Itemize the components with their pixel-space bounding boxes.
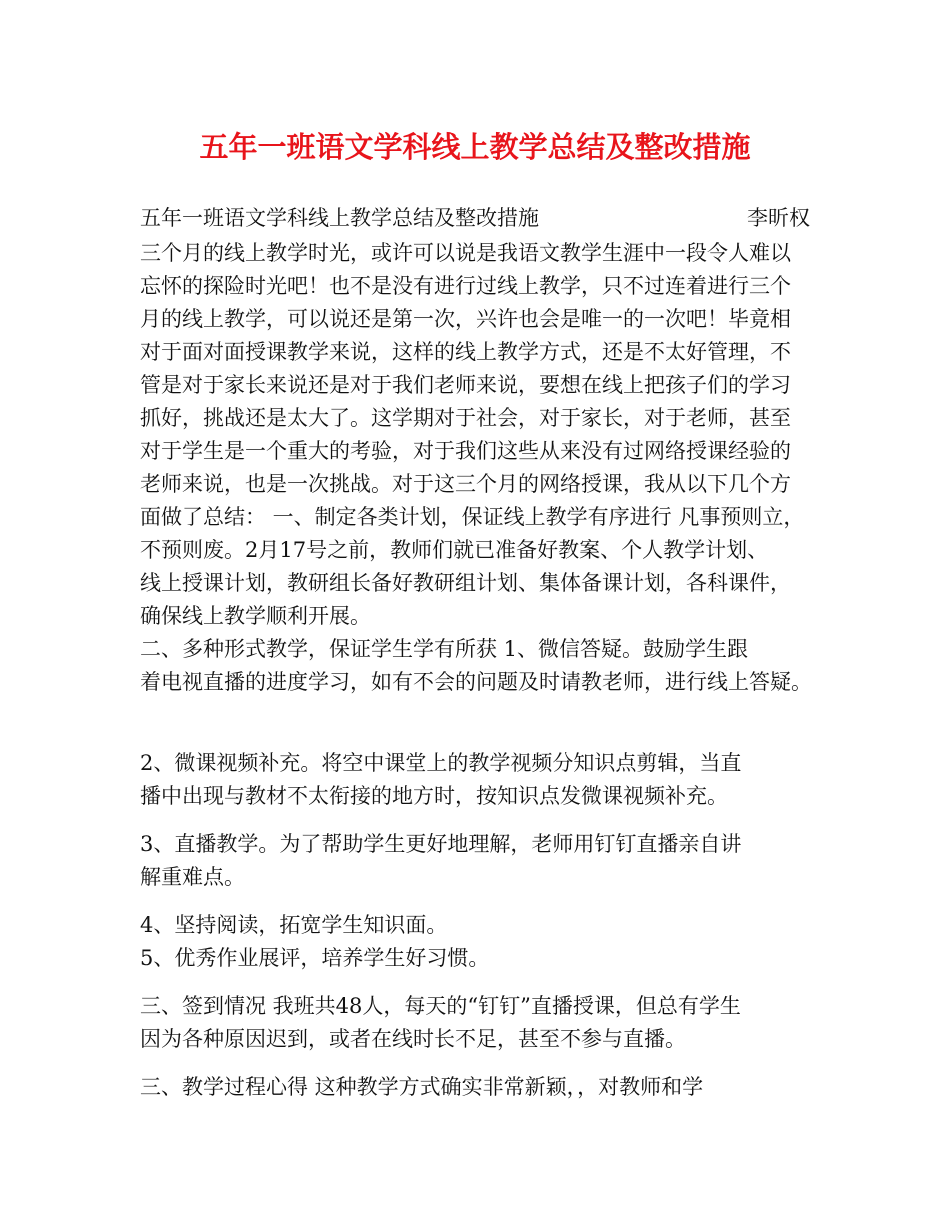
paragraph-line: 不预则废。2月17号之前，教师们就已准备好教案、个人教学计划、 <box>140 538 769 562</box>
paragraph-line: 解重难点。 <box>140 865 245 889</box>
paragraph-line: 3、直播教学。为了帮助学生更好地理解，老师用钉钉直播亲自讲 <box>140 832 742 856</box>
paragraph-line: 2、微课视频补充。将空中课堂上的教学视频分知识点剪辑，当直 <box>140 751 742 775</box>
paragraph-line: 确保线上教学顺利开展。 <box>140 604 371 628</box>
author-name: 李昕权 <box>747 206 810 230</box>
paragraph-line: 抓好，挑战还是太大了。这学期对于社会，对于家长，对于老师，甚至 <box>140 406 791 430</box>
document-subtitle: 五年一班语文学科线上教学总结及整改措施 <box>140 206 539 230</box>
paragraph-line: 二、多种形式教学，保证学生学有所获 1、微信答疑。鼓励学生跟 <box>140 637 749 661</box>
paragraph-line: 着电视直播的进度学习，如有不会的问题及时请教老师，进行线上答疑。 <box>140 670 812 694</box>
paragraph-line: 老师来说，也是一次挑战。对于这三个月的网络授课，我从以下几个方 <box>140 472 791 496</box>
paragraph-line: 月的线上教学，可以说还是第一次，兴许也会是唯一的一次吧！毕竟相 <box>140 307 791 331</box>
paragraph-line: 三、教学过程心得 这种教学方式确实非常新颖，，对教师和学 <box>140 1075 704 1099</box>
paragraph-line: 管是对于家长来说还是对于我们老师来说，要想在线上把孩子们的学习 <box>140 373 791 397</box>
document-title: 五年一班语文学科线上教学总结及整改措施 <box>199 130 751 164</box>
paragraph-line: 面做了总结： 一、制定各类计划，保证线上教学有序进行 凡事预则立， <box>140 505 805 529</box>
paragraph-line: 三个月的线上教学时光，或许可以说是我语文教学生涯中一段令人难以 <box>140 241 791 265</box>
paragraph-line: 对于面对面授课教学来说，这样的线上教学方式，还是不太好管理，不 <box>140 340 791 364</box>
paragraph-line: 忘怀的探险时光吧！也不是没有进行过线上教学，只不过连着进行三个 <box>140 274 791 298</box>
paragraph-line: 播中出现与教材不太衔接的地方时，按知识点发微课视频补充。 <box>140 784 728 808</box>
paragraph-line: 4、坚持阅读，拓宽学生知识面。 <box>140 913 448 937</box>
paragraph-line: 对于学生是一个重大的考验，对于我们这些从来没有过网络授课经验的 <box>140 439 791 463</box>
paragraph-line: 因为各种原因迟到，或者在线时长不足，甚至不参与直播。 <box>140 1027 686 1051</box>
paragraph-line: 线上授课计划，教研组长备好教研组计划、集体备课计划，各科课件， <box>140 571 791 595</box>
paragraph-line: 5、优秀作业展评，培养学生好习惯。 <box>140 946 490 970</box>
paragraph-line: 三、签到情况 我班共48人，每天的“钉钉”直播授课，但总有学生 <box>140 994 741 1018</box>
